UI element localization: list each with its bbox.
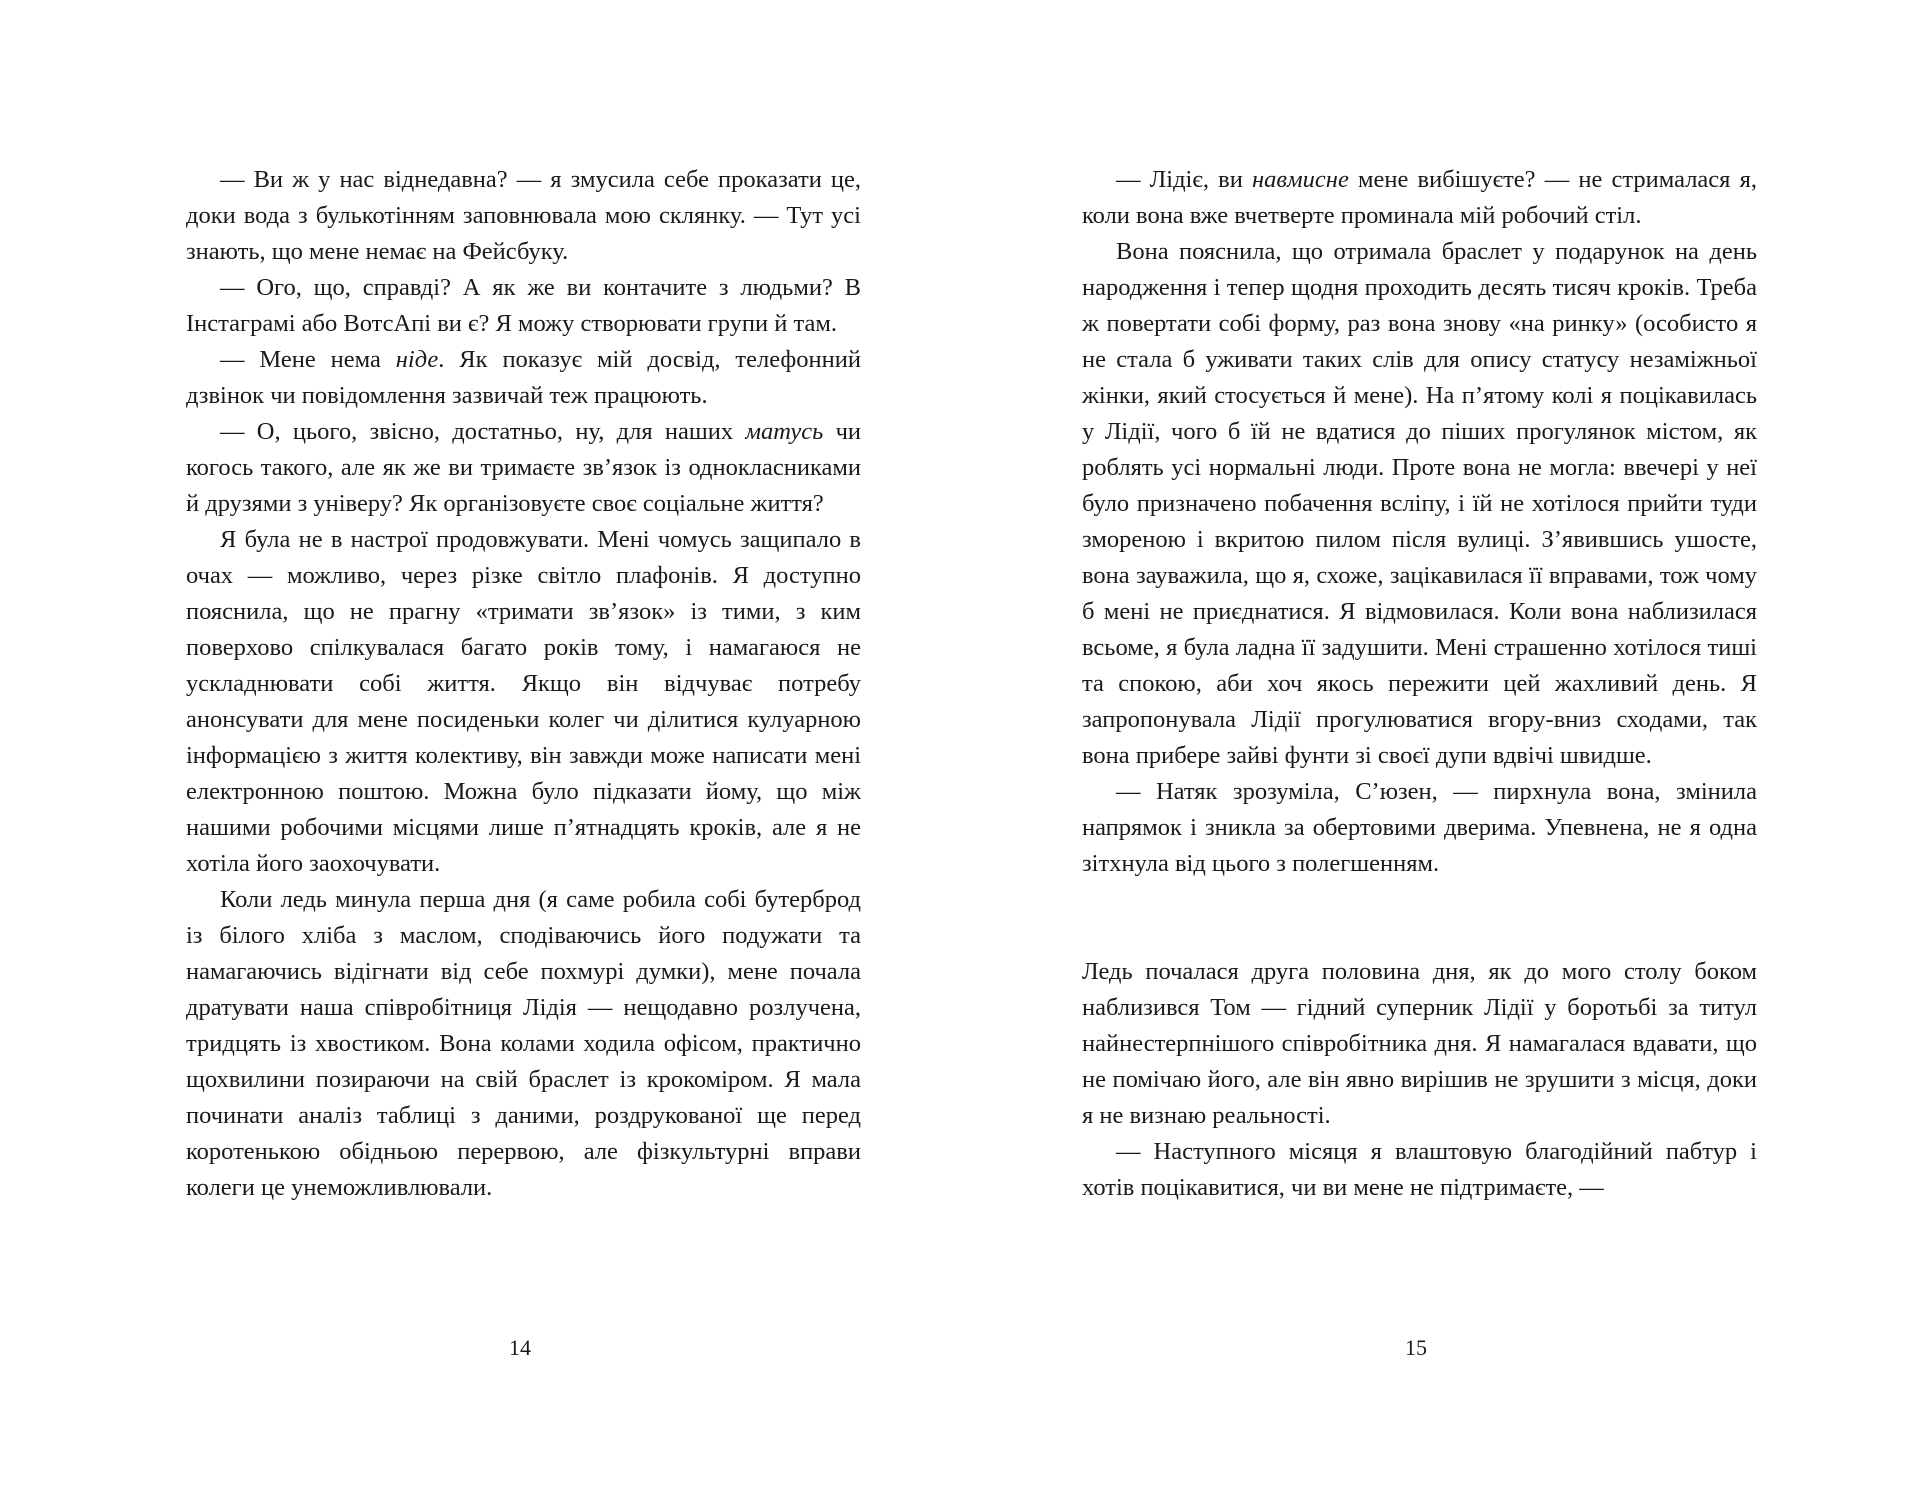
section-break	[1082, 882, 1757, 954]
paragraph: — Наступного місяця я влаштовую благодійний пабтур і хотів поцікавитися, чи ви мене не підтримаєте, —	[1082, 1138, 1757, 1201]
paragraph: Коли ледь минула перша дня (я саме робила собі бутерброд із білого хліба з маслом, сподіваючись його подужати та намагаючись відігнати від себе похмурі думки), мене почала дратувати наша співробітниця Лідія — нещодавно розлучена, тридцять із хвостиком. Вона колами ходила офісом, практично щохвилини позираючи на свій браслет із крокоміром. Я мала починати аналіз таблиці з даними, роздрукованої ще перед коротенькою обідньою перервою, але фізкультурні вправи колеги це унеможливлювали.	[186, 886, 861, 1201]
left-page	[186, 162, 861, 1206]
text-run: чи когось такого, але як же ви тримаєте зв’язок із однокласниками й друзями з універу? Як організовуєте своє соціальне життя?	[186, 418, 862, 517]
paragraph: Вона пояснила, що отримала браслет у подарунок на день народження і тепер щодня проходить десять тисяч кроків. Треба ж повертати собі форму, раз вона знову «на ринку» (особисто я не стала б уживати таких слів для опису статусу незаміжньої жінки, який стосується й мене). На п’ятому колі я поцікавилась у Лідії, чого б їй не вдатися до піших прогулянок містом, як роблять усі нормальні люди. Проте вона не могла: ввечері у неї було призначено побачення всліпу, і їй не хотілося прийти туди змореною і вкритою пилом після вулиці. З’явившись ушосте, вона зауважила, що я, схоже, зацікавилася її вправами, тож чому б мені не приєднатися. Я відмовилася. Коли вона наблизилася всьоме, я була ладна її задушити. Мені страшенно хотілося тиші та спокою, аби хоч якось пережити цей жахливий день. Я запропонувала Лідії прогулюватися вгору-вниз сходами, так вона прибере зайві фунти зі своєї дупи вдвічі швидше.	[1082, 238, 1757, 769]
text-run: — Мене нема	[220, 346, 396, 373]
italic-emphasis: матусь	[745, 418, 824, 445]
text-run: — О, цього, звісно, достатньо, ну, для наших	[220, 418, 746, 445]
text-run: . Як показує мій досвід, телефонний дзвінок чи повідомлення зазвичай теж працюють.	[186, 346, 861, 409]
paragraph	[186, 414, 861, 522]
page-number: 15	[1405, 1335, 1427, 1360]
italic-emphasis: ніде	[395, 346, 439, 373]
italic-emphasis: навмисне	[1252, 166, 1349, 193]
paragraph	[1082, 162, 1757, 234]
paragraph: — Ого, що, справді? А як же ви контачите з людьми? В Інстаграмі або ВотсАпі ви є? Я можу створювати групи й там.	[186, 274, 861, 337]
text-run: — Лідіє, ви	[1116, 166, 1252, 193]
text-run: мене вибішуєте? — не стрималася я, коли вона вже вчетверте проминала мій робочий стіл.	[1082, 166, 1757, 229]
page-number: 14	[509, 1335, 531, 1360]
right-page	[1082, 162, 1757, 1206]
paragraph: — Натяк зрозуміла, С’юзен, — пирхнула вона, змінила напрямок і зникла за обертовими дверима. Упевнена, не я одна зітхнула від цього з полегшенням.	[1082, 778, 1757, 877]
paragraph: — Ви ж у нас віднедавна? — я змусила себе проказати це, доки вода з булькотінням заповнювала мою склянку. — Тут усі знають, що мене немає на Фейсбуку.	[186, 166, 861, 265]
paragraph: Ледь почалася друга половина дня, як до мого столу боком наблизився Том — гідний суперник Лідії у боротьбі за титул найнестерпнішого співробітника дня. Я намагалася вдавати, що не помічаю його, але він явно вирішив не зрушити з місця, доки я не визнаю реальності.	[1082, 958, 1757, 1129]
paragraph	[186, 342, 861, 414]
paragraph: Я була не в настрої продовжувати. Мені чомусь защипало в очах — можливо, через різке світло плафонів. Я доступно пояснила, що не прагну «тримати зв’язок» із тими, з ким поверхово спілкувалася багато років тому, і намагаюся не ускладнювати собі життя. Якщо він відчуває потребу анонсувати для мене посиденьки колег чи ділитися кулуарною інформацією з життя колективу, він завжди може написати мені електронною поштою. Можна було підказати йому, що між нашими робочими місцями лише п’ятнадцять кроків, але я не хотіла його заохочувати.	[186, 526, 861, 877]
